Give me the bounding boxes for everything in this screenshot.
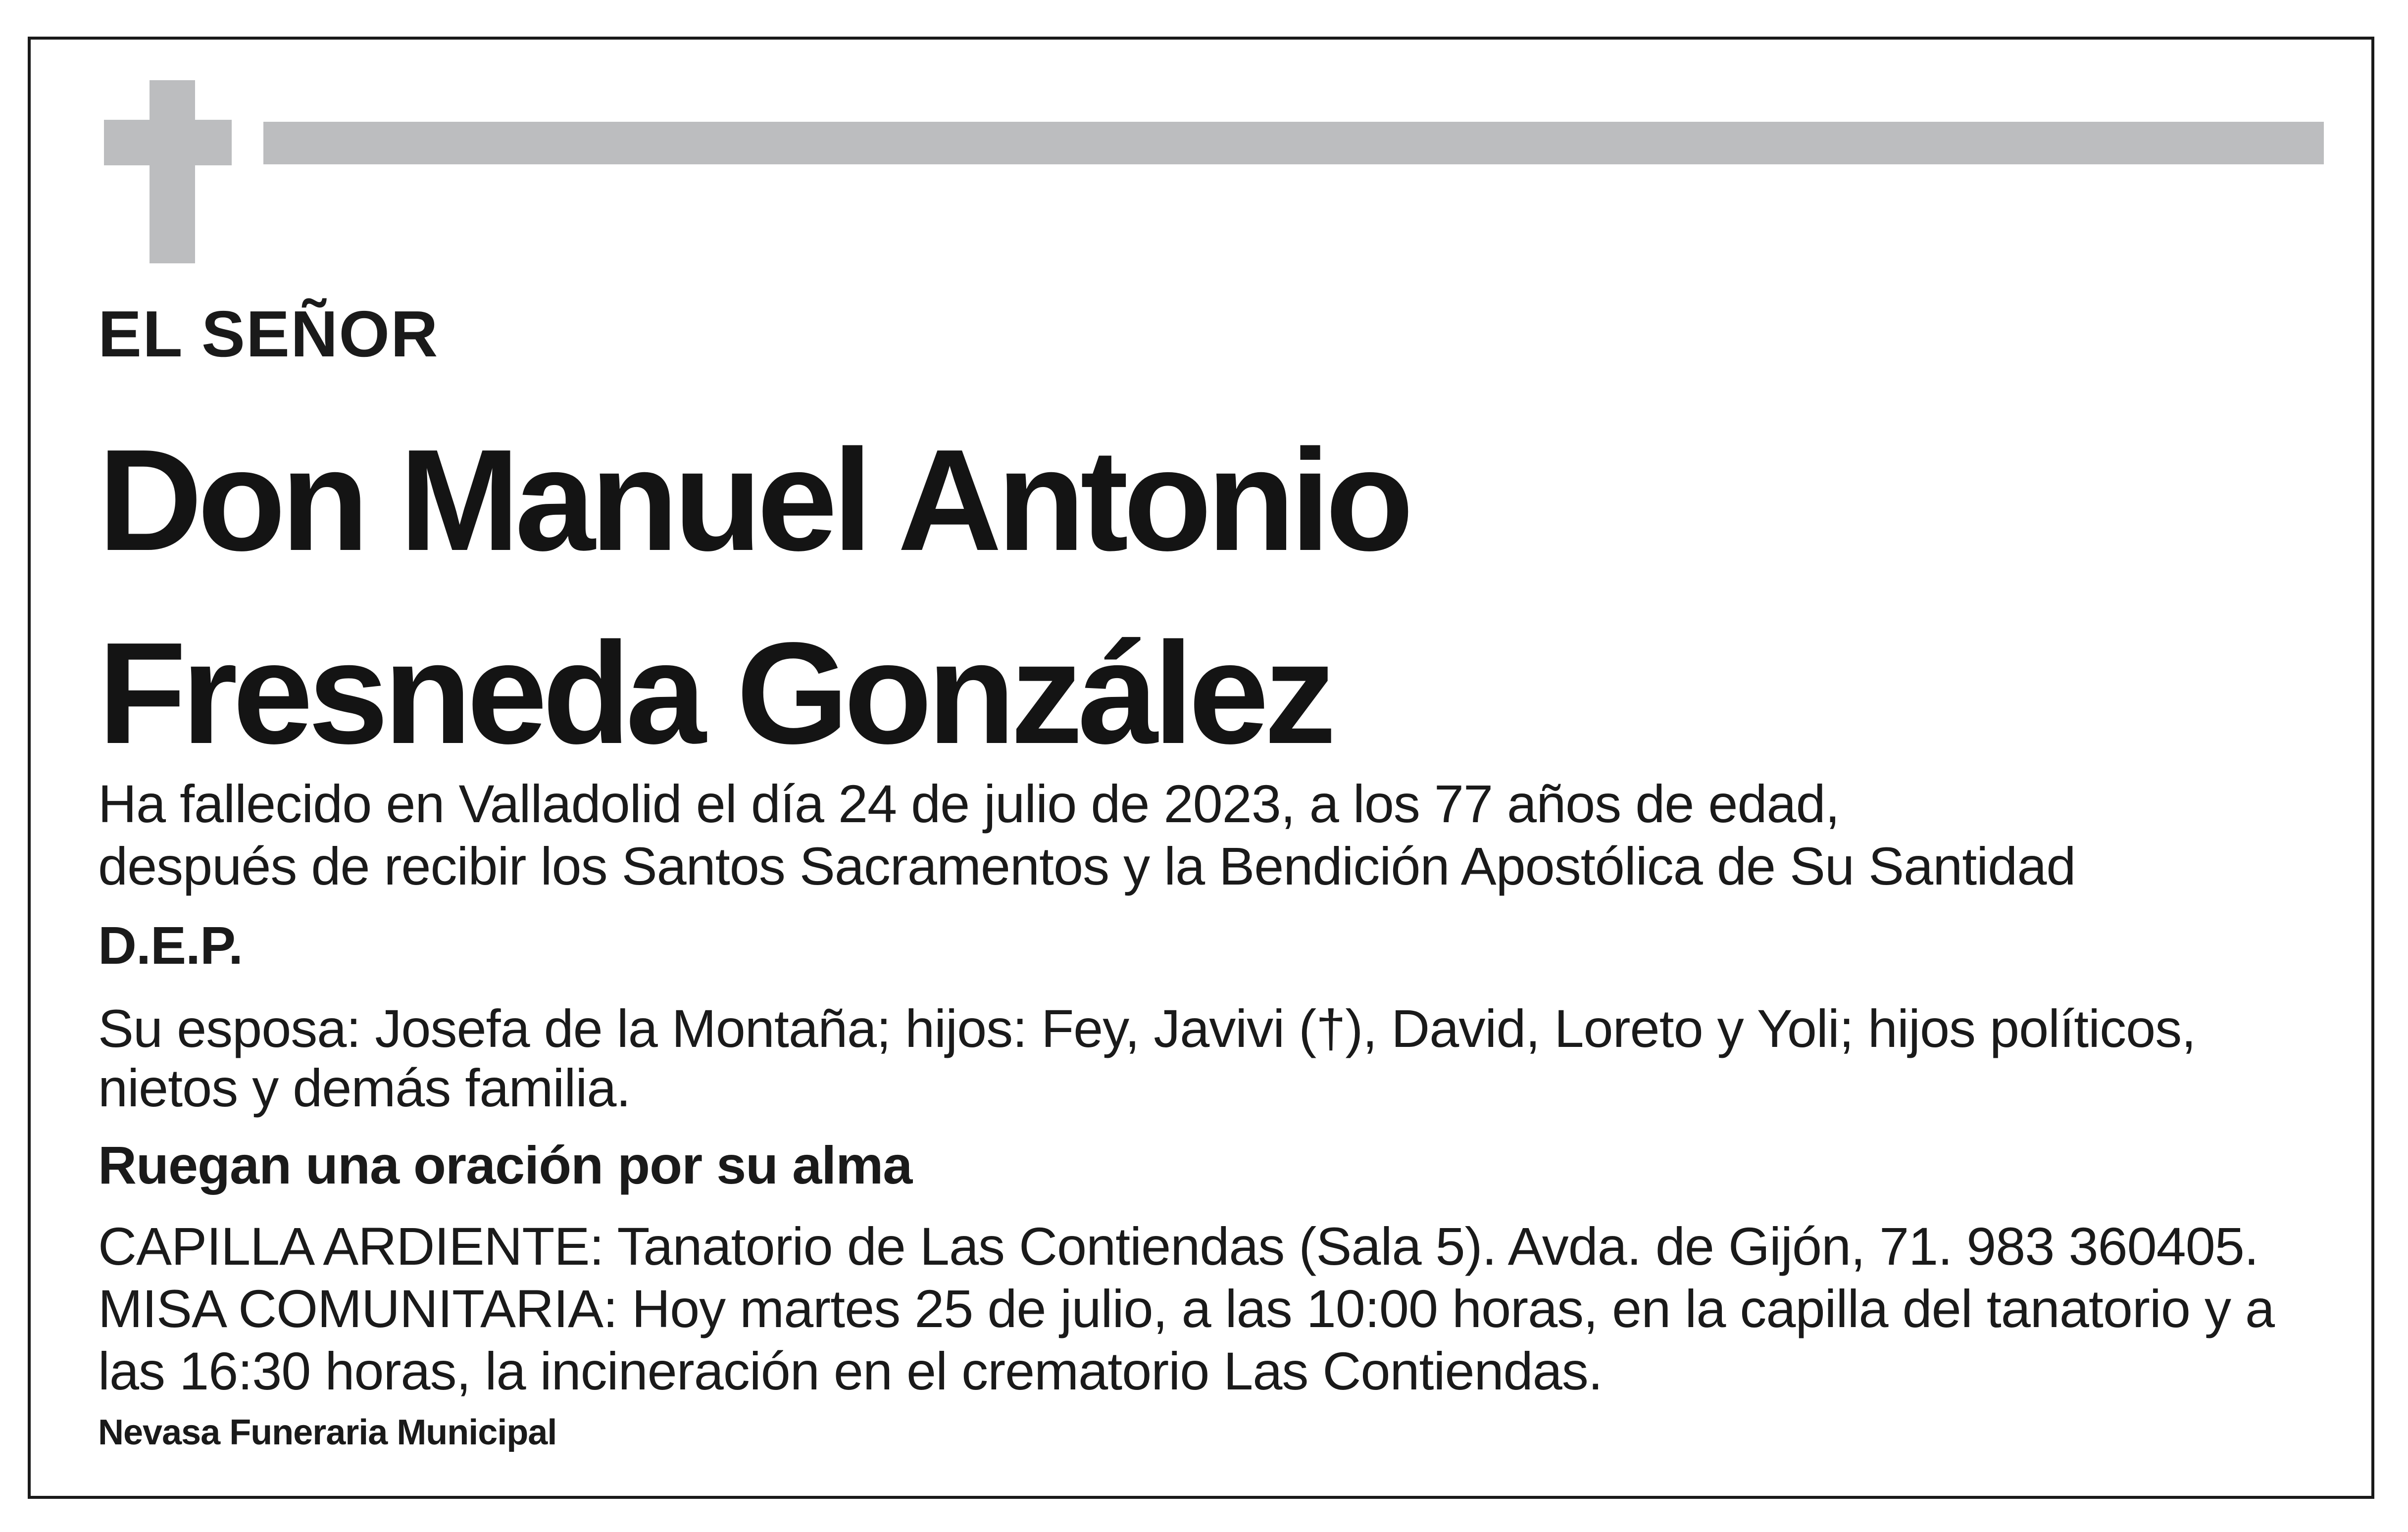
funeral-home-signature: Nevasa Funeraria Municipal bbox=[98, 1413, 557, 1452]
family-line-2: nietos y demás familia. bbox=[98, 1058, 631, 1118]
cross-vertical-bar bbox=[150, 80, 195, 263]
rip-label: D.E.P. bbox=[98, 915, 243, 975]
services-line-2: MISA COMUNITARIA: Hoy martes 25 de julio, a las 10:00 horas, en la capilla del tanatorio y a bbox=[98, 1279, 2275, 1338]
deceased-name-line-2: Fresneda González bbox=[98, 612, 1332, 774]
death-notice-line-1: Ha fallecido en Valladolid el día 24 de julio de 2023, a los 77 años de edad, bbox=[98, 774, 1840, 834]
services-line-1: CAPILLA ARDIENTE: Tanatorio de Las Contiendas (Sala 5). Avda. de Gijón, 71. 983 360405. bbox=[98, 1216, 2258, 1276]
deceased-name-line-1: Don Manuel Antonio bbox=[98, 419, 1409, 581]
prayer-request: Ruegan una oración por su alma bbox=[98, 1135, 912, 1195]
header-rule bbox=[263, 122, 2324, 164]
title-prefix: EL SEÑOR bbox=[98, 297, 439, 370]
family-line-1: Su esposa: Josefa de la Montaña; hijos: Fey, Javivi (†), David, Loreto y Yoli; hijos políticos, bbox=[98, 998, 2196, 1058]
services-line-3: las 16:30 horas, la incineración en el crematorio Las Contiendas. bbox=[98, 1341, 1603, 1401]
death-notice-line-2: después de recibir los Santos Sacramentos y la Bendición Apostólica de Su Santidad bbox=[98, 836, 2076, 896]
cross-horizontal-bar bbox=[104, 120, 232, 165]
